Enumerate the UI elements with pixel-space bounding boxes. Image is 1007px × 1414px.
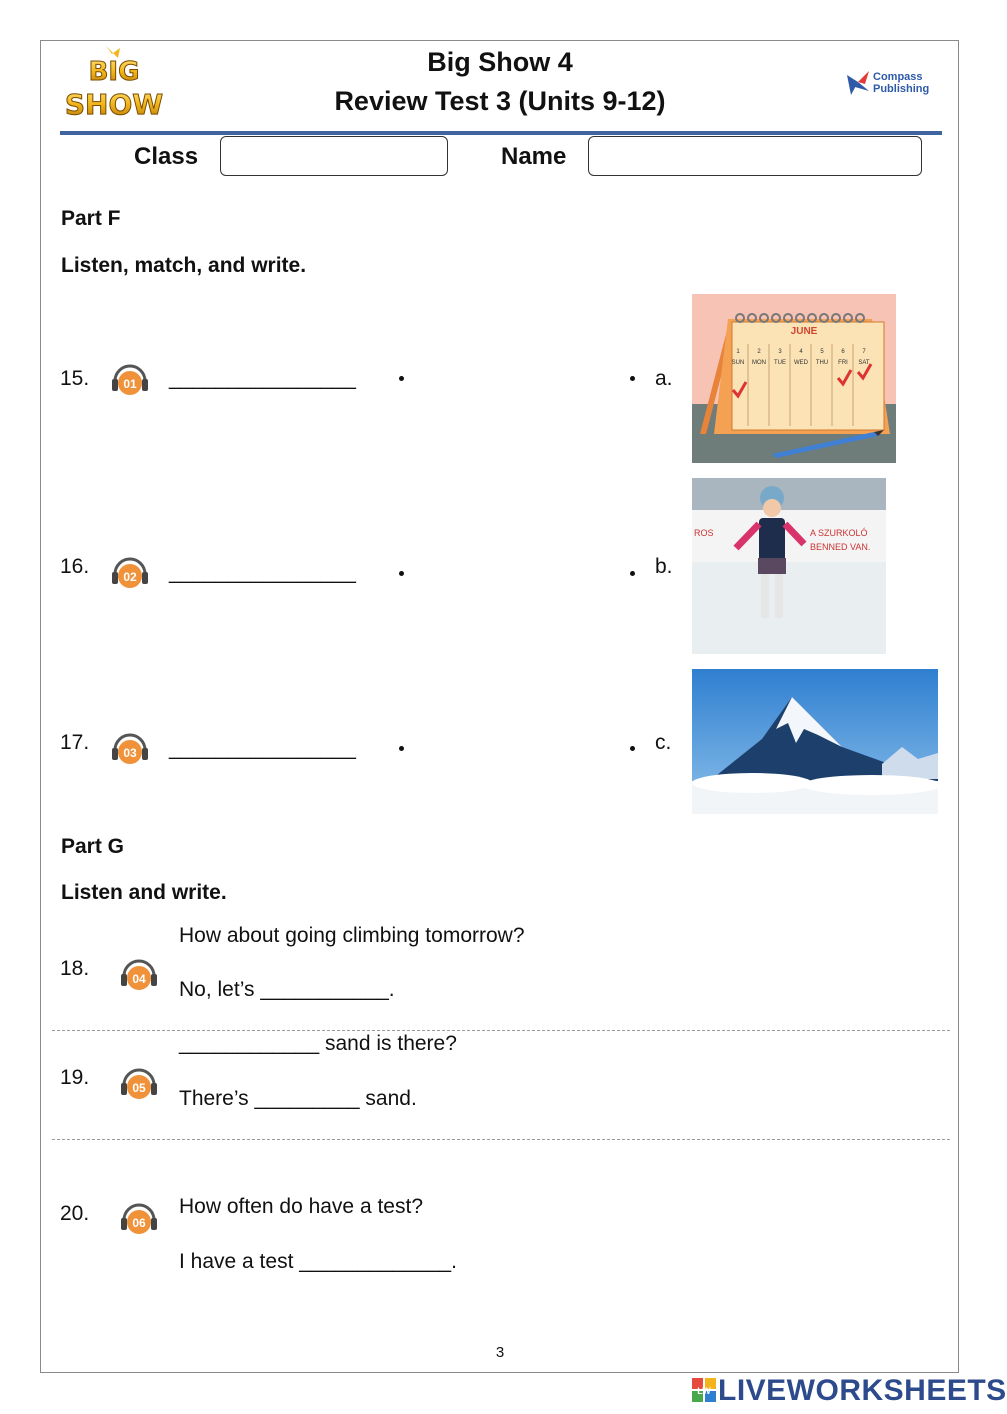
mountain-image: [692, 669, 938, 814]
headphones-audio-icon[interactable]: [109, 552, 151, 594]
match-dot-right[interactable]: [630, 571, 635, 576]
class-label: Class: [134, 143, 199, 170]
rink-banner-line1: A SZURKOLÓ: [810, 528, 868, 538]
liveworksheets-icon: [692, 1378, 716, 1402]
calendar-image: [692, 294, 896, 463]
calendar-date: 4: [799, 349, 803, 355]
question-line: How often do have a test?: [179, 1195, 423, 1218]
headphones-audio-icon[interactable]: [118, 954, 160, 996]
answer-blank[interactable]: ________________: [169, 737, 356, 760]
calendar-day: FRI: [838, 360, 848, 366]
answer-line[interactable]: There’s _________ sand.: [179, 1087, 417, 1110]
answer-line[interactable]: No, let’s ___________.: [179, 978, 395, 1001]
answer-blank[interactable]: ________________: [169, 367, 356, 390]
headphones-audio-icon[interactable]: [109, 359, 151, 401]
page-number: 3: [495, 1344, 505, 1361]
calendar-day: SUN: [731, 360, 745, 366]
rink-banner-left: ROS: [694, 528, 714, 538]
page-title: Big Show 4: [427, 47, 573, 77]
calendar-date: 5: [820, 349, 824, 355]
track-number: 04: [132, 972, 146, 986]
match-dot-left[interactable]: [399, 376, 404, 381]
question-line: How about going climbing tomorrow?: [179, 924, 525, 947]
match-dot-right[interactable]: [630, 746, 635, 751]
track-number: 06: [132, 1216, 146, 1230]
track-number: 02: [123, 570, 137, 584]
track-number: 05: [132, 1081, 146, 1095]
liveworksheets-icon-text: LW: [697, 1386, 711, 1396]
match-dot-right[interactable]: [630, 376, 635, 381]
part-g-instruction: Listen and write.: [61, 881, 227, 904]
question-line[interactable]: ____________ sand is there?: [179, 1032, 457, 1055]
item-divider: [52, 1139, 950, 1140]
page-subtitle: Review Test 3 (Units 9-12): [334, 86, 666, 116]
logo-text-bottom: SHOW: [64, 88, 164, 121]
calendar-date: 3: [778, 349, 782, 355]
track-number: 01: [123, 377, 137, 391]
item-divider: [52, 1030, 950, 1031]
headphones-audio-icon[interactable]: [118, 1198, 160, 1240]
item-number: 16.: [60, 555, 90, 578]
option-label: b.: [655, 555, 673, 578]
calendar-day: MON: [752, 360, 766, 366]
logo-text-top: BIG: [88, 57, 140, 87]
calendar-month: JUNE: [790, 326, 818, 337]
calendar-date: 6: [841, 349, 845, 355]
name-label: Name: [501, 143, 567, 170]
track-number: 03: [123, 746, 137, 760]
calendar-date: 2: [757, 349, 761, 355]
item-number: 20.: [60, 1202, 90, 1225]
headphones-audio-icon[interactable]: [118, 1063, 160, 1105]
option-label: c.: [655, 731, 672, 754]
calendar-day: WED: [794, 360, 808, 366]
part-g-title: Part G: [61, 835, 125, 858]
liveworksheets-brand[interactable]: LIVEWORKSHEETS: [718, 1374, 1007, 1407]
publisher-line1: Compass: [873, 71, 923, 83]
item-number: 19.: [60, 1066, 90, 1089]
headphones-audio-icon[interactable]: [109, 728, 151, 770]
ice-skating-image: [692, 478, 886, 654]
calendar-day: SAT: [858, 360, 870, 366]
compass-star-icon: [845, 69, 871, 97]
name-field[interactable]: [588, 136, 922, 176]
match-dot-left[interactable]: [399, 571, 404, 576]
item-number: 17.: [60, 731, 90, 754]
item-number: 15.: [60, 367, 90, 390]
part-f-title: Part F: [61, 207, 121, 230]
part-f-instruction: Listen, match, and write.: [61, 254, 307, 277]
calendar-day: THU: [815, 360, 829, 366]
class-field[interactable]: [220, 136, 448, 176]
calendar-date: 7: [862, 349, 866, 355]
compass-publishing-logo: [845, 69, 935, 99]
answer-blank[interactable]: ________________: [169, 561, 356, 584]
rink-banner-line2: BENNED VAN.: [810, 542, 871, 552]
match-dot-left[interactable]: [399, 746, 404, 751]
option-label: a.: [655, 367, 673, 390]
answer-line[interactable]: I have a test _____________.: [179, 1250, 457, 1273]
calendar-day: TUE: [774, 360, 786, 366]
calendar-date: 1: [736, 349, 740, 355]
publisher-line2: Publishing: [873, 83, 930, 95]
header-rule: [60, 131, 942, 135]
item-number: 18.: [60, 957, 90, 980]
